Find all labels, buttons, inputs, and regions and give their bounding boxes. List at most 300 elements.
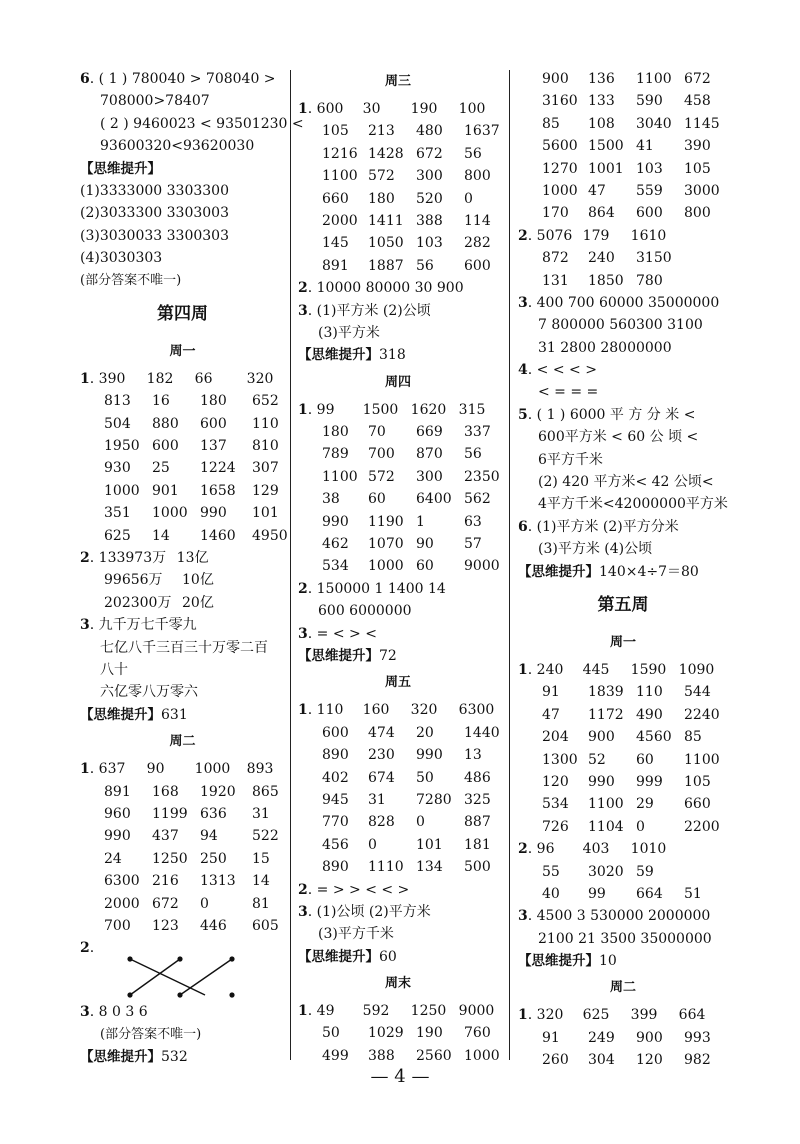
answer-cell: 700 <box>368 446 395 463</box>
answer-cell: 137 <box>200 438 227 455</box>
answer-row <box>298 255 498 277</box>
answer-row <box>80 803 285 825</box>
answer-cell: 9000 <box>464 558 500 575</box>
answer-cell: 3040 <box>636 115 672 132</box>
answer-row <box>298 210 498 232</box>
think-value: 72 <box>379 647 397 664</box>
q3-answer: . 4500 3 530000 2000000 <box>527 908 711 925</box>
answer-cell: 1440 <box>464 724 500 741</box>
answer-cell: 1313 <box>200 873 236 890</box>
answer-cell: 38 <box>322 491 340 508</box>
answer-cell: 2000 <box>322 212 358 229</box>
answer-row <box>518 135 728 157</box>
q5-answer-cont: (2) 420 平方米< 42 公顷< <box>538 474 714 491</box>
day-title: 周三 <box>384 74 411 89</box>
answer-cell: 99656万 <box>104 572 163 589</box>
answer-cell: 1610 <box>630 227 667 244</box>
q3-answer-cont: 31 2800 28000000 <box>538 339 672 356</box>
answer-cell: 990 <box>416 747 443 764</box>
answer-cell: 402 <box>322 769 349 786</box>
think-label: 【思维提升】 <box>298 948 379 965</box>
day-title: 周末 <box>384 976 411 992</box>
answer-cell: 134 <box>416 859 443 876</box>
answer-row <box>80 457 285 479</box>
answer-cell: 864 <box>588 205 615 222</box>
q3-answer-cont: (3)平方千米 <box>318 926 394 943</box>
match-dot <box>177 993 182 998</box>
page-number: — 4 — <box>370 1066 430 1087</box>
answer-cell: 49 <box>316 1003 335 1020</box>
answer-cell: 190 <box>416 1025 443 1042</box>
answer-cell: 3150 <box>636 250 672 267</box>
answer-cell: 625 <box>104 527 131 544</box>
answer-row <box>518 771 728 793</box>
answer-cell: 900 <box>588 729 615 746</box>
answer-cell: 901 <box>152 482 179 499</box>
answer-text: 六亿零八万零六 <box>100 684 198 701</box>
answer-cell: 41 <box>636 138 654 155</box>
answer-row <box>80 413 285 435</box>
answer-cell: 672 <box>416 145 443 162</box>
answer-cell: 945 <box>322 791 349 808</box>
answer-cell: 990 <box>200 505 227 522</box>
column-2 <box>298 68 498 1067</box>
answer-cell: 1199 <box>152 805 188 822</box>
answer-cell: 20 <box>416 724 434 741</box>
answer-cell: 131 <box>542 272 569 289</box>
answer-cell: 2000 <box>104 895 140 912</box>
question-number: 1 <box>298 101 308 117</box>
answer-row <box>518 247 728 269</box>
answer-cell: 1 <box>416 513 425 530</box>
answer-row <box>518 749 728 771</box>
answer-cell: 664 <box>636 885 663 902</box>
answer-cell: 337 <box>464 424 491 441</box>
answer-row <box>518 704 728 726</box>
answer-row <box>80 848 285 870</box>
answer-cell: 1850 <box>588 272 624 289</box>
answer-row <box>298 789 498 811</box>
answer-cell: 499 <box>322 1047 349 1064</box>
answer-cell: 1090 <box>678 661 715 678</box>
answer-cell: 56 <box>416 257 434 274</box>
answer-cell: 1100 <box>322 468 358 485</box>
answer-cell: 1500 <box>362 401 399 418</box>
answer-cell: 2200 <box>684 818 720 835</box>
question-number: 2 <box>518 227 528 244</box>
q6-line1: . ( 1 ) 780040 > 708040 > <box>89 71 276 87</box>
answer-cell: 6400 <box>416 491 452 508</box>
answer-cell: 1428 <box>368 145 404 162</box>
answer-cell: 1100 <box>588 796 624 813</box>
answer-cell: 120 <box>636 1052 663 1069</box>
answer-cell: 105 <box>684 160 711 177</box>
q6-line4: 93600320<93620030 <box>100 138 255 155</box>
q5-answer-cont: 600平方米 < 60 公 顷 < <box>538 429 699 446</box>
think-label: 【思维提升】 <box>298 347 379 364</box>
match-line <box>180 959 232 995</box>
answer-cell: 490 <box>636 706 663 723</box>
answer-cell: 390 <box>98 370 126 387</box>
answer-cell: 3160 <box>542 93 578 110</box>
answer-cell: 534 <box>542 796 569 813</box>
answer-cell: 260 <box>542 1052 569 1069</box>
answer-text: 九千万七千零九 <box>98 617 197 634</box>
answer-cell: 180 <box>200 393 227 410</box>
answer-cell: 456 <box>322 836 349 853</box>
answer-cell: 2240 <box>684 706 720 723</box>
answer-cell: 813 <box>104 393 131 410</box>
answer-cell: 893 <box>246 761 274 778</box>
question-number: 1 <box>80 761 90 778</box>
answer-cell: 486 <box>464 769 491 786</box>
answer-row <box>80 480 285 502</box>
answer-cell: 1411 <box>368 212 404 229</box>
answer-cell: 110 <box>316 702 344 719</box>
answer-cell: 240 <box>536 661 564 678</box>
q5-answer-cont: 4平方千米<42000000平方米 <box>538 496 728 513</box>
answer-cell: 24 <box>104 850 122 867</box>
answer-cell: 4950 <box>252 527 288 544</box>
day-title: 周一 <box>609 634 636 650</box>
answer-cell: 600 <box>200 415 227 432</box>
answer-cell: 7280 <box>416 791 452 808</box>
answer-cell: 1070 <box>368 536 404 553</box>
q2-number: 2 <box>80 940 90 957</box>
answer-cell: 29 <box>636 796 654 813</box>
think-value: 318 <box>379 347 406 364</box>
answer-cell: 0 <box>416 814 425 831</box>
day-title: 周一 <box>169 343 196 359</box>
answer-cell: 230 <box>368 747 395 764</box>
question-number: 1 <box>518 1007 528 1024</box>
answer-cell: 120 <box>542 773 569 790</box>
answer-cell: 63 <box>464 513 482 530</box>
answer-cell: 880 <box>152 415 179 432</box>
answer-row <box>298 466 498 488</box>
answer-cell: 500 <box>464 859 491 876</box>
answer-cell: 1620 <box>410 401 447 418</box>
answer-cell: 105 <box>322 123 349 140</box>
answer-cell: 4560 <box>636 729 672 746</box>
answer-cell: 870 <box>416 446 443 463</box>
answer-cell: 168 <box>152 783 179 800</box>
answer-cell: 780 <box>636 272 663 289</box>
answer-cell: 204 <box>542 729 569 746</box>
q3-number: 3 <box>298 903 308 920</box>
question-number: 1 <box>298 401 308 418</box>
answer-row <box>298 744 498 766</box>
answer-row <box>298 165 498 187</box>
answer-cell: 669 <box>416 424 443 441</box>
answer-row <box>298 511 498 533</box>
answer-cell: 672 <box>152 895 179 912</box>
answer-row <box>518 90 728 112</box>
answer-cell: 300 <box>416 468 443 485</box>
answer-cell: 182 <box>146 370 174 387</box>
answer-cell: 960 <box>104 805 131 822</box>
answer-cell: 103 <box>636 160 663 177</box>
answer-cell: 520 <box>416 190 443 207</box>
answer-row <box>518 883 728 905</box>
answer-row <box>298 232 498 254</box>
answer-row: 1. 99 1500 1620 315 <box>298 399 498 421</box>
answer-text: (3)3030033 3300303 <box>80 227 229 244</box>
answer-cell: 1216 <box>322 145 358 162</box>
answer-cell: 600 <box>152 438 179 455</box>
q5-answer-cont: 6平方千米 <box>538 451 603 468</box>
answer-cell: 50 <box>416 769 434 786</box>
answer-cell: 800 <box>464 168 491 185</box>
answer-row: 2. 5076 179 1610 <box>518 225 728 247</box>
answer-cell: 6300 <box>458 702 495 719</box>
think-label: 【思维提升】 <box>518 563 599 580</box>
q3-answer-cont: 7 800000 560300 3100 <box>538 317 703 334</box>
answer-cell: 0 <box>368 836 377 853</box>
answer-cell: 66 <box>194 370 213 387</box>
answer-row <box>80 915 285 937</box>
answer-cell: 1000 <box>194 761 231 778</box>
answer-cell: 534 <box>322 558 349 575</box>
answer-cell: 1950 <box>104 438 140 455</box>
answer-cell: 990 <box>322 513 349 530</box>
answer-cell: 16 <box>152 393 170 410</box>
answer-cell: 47 <box>542 706 560 723</box>
question-number: 1 <box>298 1003 308 1020</box>
answer-cell: 304 <box>588 1052 615 1069</box>
answer-text: 七亿八千三百三十万零二百 <box>100 639 268 656</box>
answer-row <box>80 893 285 915</box>
answer-cell: 180 <box>322 424 349 441</box>
answer-cell: 181 <box>464 836 491 853</box>
q3-number: 3 <box>518 294 528 311</box>
answer-cell: 1145 <box>684 115 720 132</box>
answer-cell: 94 <box>200 828 218 845</box>
answer-cell: 700 <box>104 917 131 934</box>
answer-cell: 1100 <box>684 751 720 768</box>
answer-row <box>80 502 285 524</box>
answer-cell: 50 <box>322 1025 340 1042</box>
answer-cell: 559 <box>636 182 663 199</box>
answer-cell: 320 <box>536 1007 564 1024</box>
q2-answer: . 10000 80000 30 900 <box>307 280 464 297</box>
answer-cell: 660 <box>684 796 711 813</box>
answer-cell: 160 <box>362 702 390 719</box>
answer-text: (1)3333000 3303300 <box>80 182 229 199</box>
answer-cell: 990 <box>588 773 615 790</box>
answer-cell: 59 <box>636 863 654 880</box>
answer-cell: 90 <box>416 536 434 553</box>
answer-row <box>298 533 498 555</box>
week4-title: 第四周 <box>157 303 208 324</box>
answer-row <box>298 722 498 744</box>
answer-cell: 20亿 <box>182 594 214 611</box>
think-value: 60 <box>379 948 397 965</box>
answer-cell: 300 <box>416 168 443 185</box>
answer-cell: 52 <box>588 751 606 768</box>
column-1: 6. ( 1 ) 780040 > 708040 > 708000>78407 ( 2 ) 9460023 < 93501230 < 93600320<93620030 【思维提升】 (1)3333000 3303300 (2)3033300 3303003 (3)3030033 3300303 (4)3030303 (部分答案不唯一) 第四周 周一 1. 390 182 66 320 813 16 180 652 504 880 600 110 1950 600 137 810 930 25 1224 307 1000 901 1658 129 351 1000 990 101 625 14 1460 4950 2. 133973万 13亿 99656万 10亿 202300万 20亿 3. 九千万七千零九 七亿八千三百三十万零二百 八十 六亿零八万零六 【思维提升】631 周二 1. 637 90 1000 893 891 168 1920 865 960 1199 636 31 990 437 94 522 24 1250 250 15 6300 216 1313 14 2000 672 0 81 700 123 446 605 2. 3. 8 0 3 6 (部分答案不唯一) 【思维提升】532 <box>80 71 304 1066</box>
answer-cell: 590 <box>636 93 663 110</box>
answer-row <box>80 390 285 412</box>
answer-cell: 1172 <box>588 706 624 723</box>
day-title: 周二 <box>169 734 196 750</box>
answer-cell: 91 <box>542 684 560 701</box>
answer-cell: 544 <box>684 684 711 701</box>
q3-number: 3 <box>298 302 308 319</box>
answer-cell: 55 <box>542 863 560 880</box>
answer-cell: 999 <box>636 773 663 790</box>
answer-cell: 13亿 <box>176 550 209 567</box>
answer-cell: 216 <box>152 873 179 890</box>
answer-cell: 14 <box>152 527 170 544</box>
answer-cell: 625 <box>582 1007 610 1024</box>
answer-cell: 1000 <box>152 505 188 522</box>
answer-cell: 1190 <box>368 513 404 530</box>
q2-answer: . = > > < < > <box>307 881 410 898</box>
answer-cell: 1224 <box>200 460 236 477</box>
answer-row <box>298 1022 498 1044</box>
day-title: 周二 <box>609 980 636 996</box>
q3-answer-cont: 2100 21 3500 35000000 <box>538 930 712 947</box>
answer-cell: 5076 <box>536 227 573 244</box>
answer-cell: 636 <box>200 805 227 822</box>
answer-text: (4)3030303 <box>80 250 163 267</box>
answer-cell: 2560 <box>416 1047 452 1064</box>
answer-cell: 1050 <box>368 235 404 252</box>
answer-line: 3. 九千万七千零九 <box>80 617 197 634</box>
think-label: 【思维提升】 <box>298 647 379 664</box>
answer-row <box>298 811 498 833</box>
q6-line2: 708000>78407 <box>100 93 210 110</box>
answer-cell: 91 <box>542 1029 560 1046</box>
answer-line <box>80 180 285 202</box>
answer-cell: 437 <box>152 828 179 845</box>
answer-cell: 110 <box>252 415 279 432</box>
q2-number: 2 <box>298 881 308 898</box>
answer-cell: 930 <box>104 460 131 477</box>
answer-cell: 202300万 <box>104 594 172 611</box>
answer-cell: 100 <box>458 101 486 117</box>
answer-row <box>80 435 285 457</box>
answer-row <box>80 825 285 847</box>
answer-cell: 572 <box>368 168 395 185</box>
answer-cell: 10亿 <box>182 572 214 589</box>
answer-cell: 1110 <box>368 859 404 876</box>
answer-row <box>298 120 498 142</box>
answer-cell: 900 <box>636 1029 663 1046</box>
answer-text: (2)3033300 3303003 <box>80 205 229 222</box>
answer-cell: 170 <box>542 205 569 222</box>
answer-text: 八十 <box>100 661 128 678</box>
think-label: 【思维提升】 <box>80 160 161 177</box>
q4-answer-cont: < = = = <box>538 384 599 401</box>
answer-cell: 180 <box>368 190 395 207</box>
think-label: 【思维提升】 <box>80 1049 161 1066</box>
answer-cell: 136 <box>588 71 615 87</box>
answer-cell: 403 <box>582 841 610 858</box>
answer-cell: 60 <box>416 558 434 575</box>
answer-row <box>80 592 285 614</box>
answer-line <box>80 681 285 703</box>
q3-answer: . 400 700 60000 35000000 <box>527 294 720 311</box>
answer-row: 1. 390 182 66 320 <box>80 368 285 390</box>
answer-cell: 47 <box>588 182 606 199</box>
day-title: 周五 <box>384 675 411 691</box>
answer-row <box>518 861 728 883</box>
answer-cell: 1300 <box>542 751 578 768</box>
answer-line <box>80 637 285 659</box>
answer-row: 2. 133973万 13亿 <box>80 547 285 569</box>
answer-cell: 1010 <box>630 841 667 858</box>
answer-row <box>298 856 498 878</box>
question-number: 1 <box>80 370 90 387</box>
think-value: 140×4÷7＝80 <box>599 563 699 580</box>
q3-answer: . 8 0 3 6 <box>89 1004 148 1021</box>
answer-row <box>298 767 498 789</box>
q5-answer: . ( 1 ) 6000 平 方 分 米 < <box>527 406 696 423</box>
q6-answer: . (1)平方米 (2)平方分米 <box>527 518 679 535</box>
answer-row <box>298 143 498 165</box>
answer-cell: 982 <box>684 1052 711 1069</box>
answer-cell: 1839 <box>588 684 624 701</box>
answer-cell: 1100 <box>322 168 358 185</box>
answer-cell: 474 <box>368 724 395 741</box>
answer-cell: 388 <box>368 1047 395 1064</box>
answer-cell: 1000 <box>464 1047 500 1064</box>
answer-cell: 105 <box>684 773 711 790</box>
answer-row <box>518 816 728 838</box>
answer-cell: 600 <box>464 257 491 274</box>
answer-cell: 445 <box>582 661 610 678</box>
answer-cell: 60 <box>368 491 386 508</box>
q3-answer: . = < > < <box>307 625 377 642</box>
answer-cell: 0 <box>636 818 645 835</box>
week5-title: 第五周 <box>597 594 649 615</box>
answer-cell: 1500 <box>588 138 624 155</box>
answer-cell: 504 <box>104 415 131 432</box>
answer-cell: 85 <box>684 729 702 746</box>
answer-cell: 900 <box>542 71 569 87</box>
answer-cell: 1658 <box>200 482 236 499</box>
answer-cell: 57 <box>464 536 482 553</box>
answer-row <box>298 488 498 510</box>
answer-cell: 110 <box>636 684 663 701</box>
answer-cell: 320 <box>246 370 274 387</box>
answer-cell: 56 <box>464 446 482 463</box>
answer-cell: 31 <box>252 805 270 822</box>
answer-line <box>80 659 285 681</box>
answer-row: 1. 49 592 1250 9000 <box>298 1000 498 1022</box>
answer-cell: 810 <box>252 438 279 455</box>
question-number: 2 <box>80 550 90 567</box>
answer-cell: 25 <box>152 460 170 477</box>
answer-cell: 133 <box>588 93 615 110</box>
answer-cell: 307 <box>252 460 279 477</box>
answer-cell: 56 <box>464 145 482 162</box>
match-dot <box>229 993 234 998</box>
answer-cell: 891 <box>104 783 131 800</box>
answer-cell: 388 <box>416 212 443 229</box>
match-line <box>130 959 205 995</box>
answer-cell: 81 <box>252 895 270 912</box>
question-number: 1 <box>518 661 528 678</box>
answer-cell: 462 <box>322 536 349 553</box>
answer-cell: 9000 <box>458 1003 495 1020</box>
answer-row: 1. 600 30 190 100 <box>298 98 498 120</box>
q2-answer: . 150000 1 1400 14 <box>307 580 446 597</box>
question-number: 3 <box>80 617 90 634</box>
match-line <box>130 959 180 995</box>
